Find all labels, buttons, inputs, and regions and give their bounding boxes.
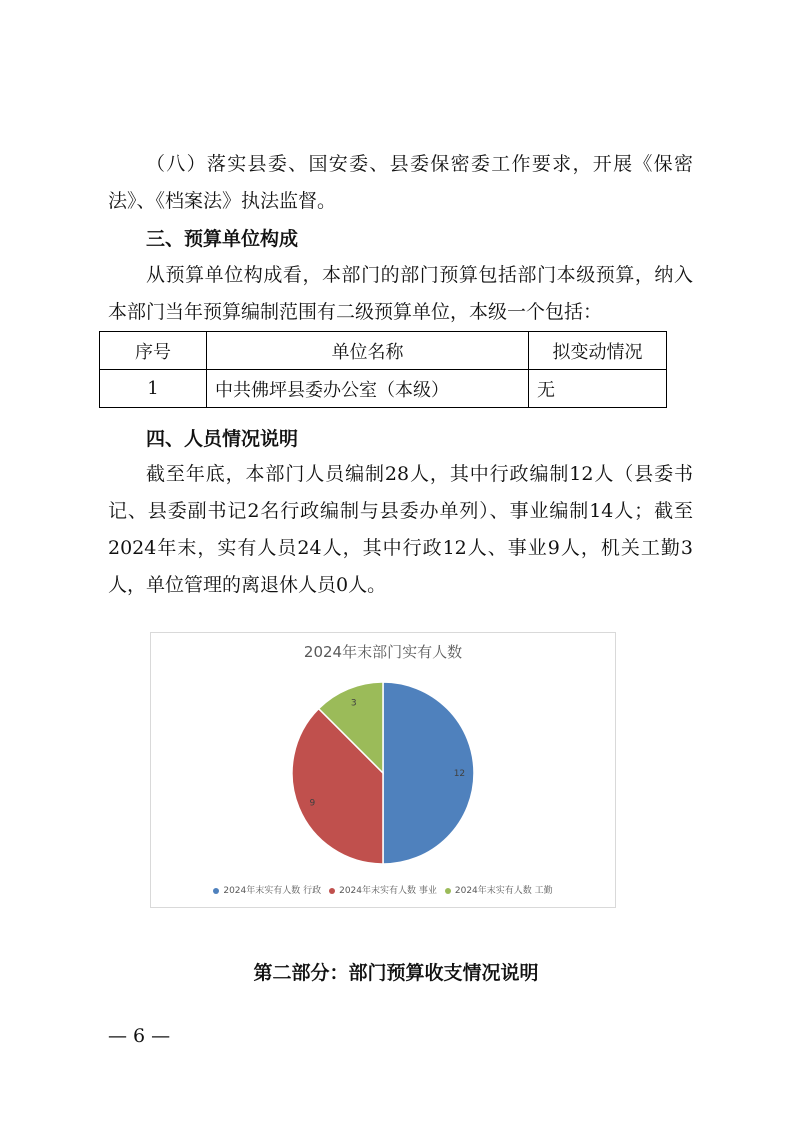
legend-marker bbox=[329, 888, 335, 894]
table-header-cell: 序号 bbox=[100, 332, 207, 370]
legend-label: 2024年末实有人数 行政 bbox=[223, 886, 322, 896]
pie-data-label: 3 bbox=[350, 698, 357, 709]
section-4-text: 截至年底，本部门人员编制28人，其中行政编制12人（县委书记、县委副书记2名行政编制与县委办单列）、事业编制14人；截至2024年末，实有人员24人，其中行政12人、事业9人，机关工勤3人，单位管理的离退休人员0人。 bbox=[108, 463, 693, 596]
legend-label: 2024年末实有人数 事业 bbox=[339, 886, 437, 896]
pie-data-label: 9 bbox=[309, 798, 316, 809]
budget-unit-table bbox=[99, 331, 667, 408]
section-3-heading: 三、预算单位构成 bbox=[146, 228, 299, 250]
page-number: — 6 — bbox=[108, 1025, 171, 1047]
table-row bbox=[100, 370, 667, 408]
legend-label: 2024年末实有人数 工勤 bbox=[454, 886, 553, 896]
part-2-title: 第二部分：部门预算收支情况说明 bbox=[253, 962, 539, 984]
pie-chart-svg bbox=[151, 633, 615, 907]
table-header-cell: 单位名称 bbox=[207, 332, 529, 370]
legend-marker bbox=[445, 888, 451, 894]
table-cell: 无 bbox=[529, 370, 667, 408]
paragraph-8: （八）落实县委、国安委、县委保密委工作要求，开展《保密法》、《档案法》执法监督。 bbox=[108, 153, 693, 212]
table-header-row bbox=[100, 332, 667, 370]
legend-item bbox=[213, 883, 321, 896]
chart-title: 2024年末部门实有人数 bbox=[303, 643, 463, 661]
legend-item bbox=[445, 883, 553, 896]
table-cell: 1 bbox=[100, 370, 207, 408]
legend-item bbox=[329, 883, 437, 896]
staff-pie-chart bbox=[150, 632, 616, 908]
section-3-text: 从预算单位构成看，本部门的部门预算包括部门本级预算，纳入本部门当年预算编制范围有二级预算单位，本级一个包括： bbox=[108, 264, 693, 323]
pie-data-label: 12 bbox=[453, 769, 466, 779]
table-header-cell: 拟变动情况 bbox=[529, 332, 667, 370]
table-cell: 中共佛坪县委办公室（本级） bbox=[207, 370, 529, 408]
section-4-heading: 四、人员情况说明 bbox=[146, 428, 299, 450]
legend-marker bbox=[213, 888, 219, 894]
chart-legend bbox=[151, 883, 615, 896]
